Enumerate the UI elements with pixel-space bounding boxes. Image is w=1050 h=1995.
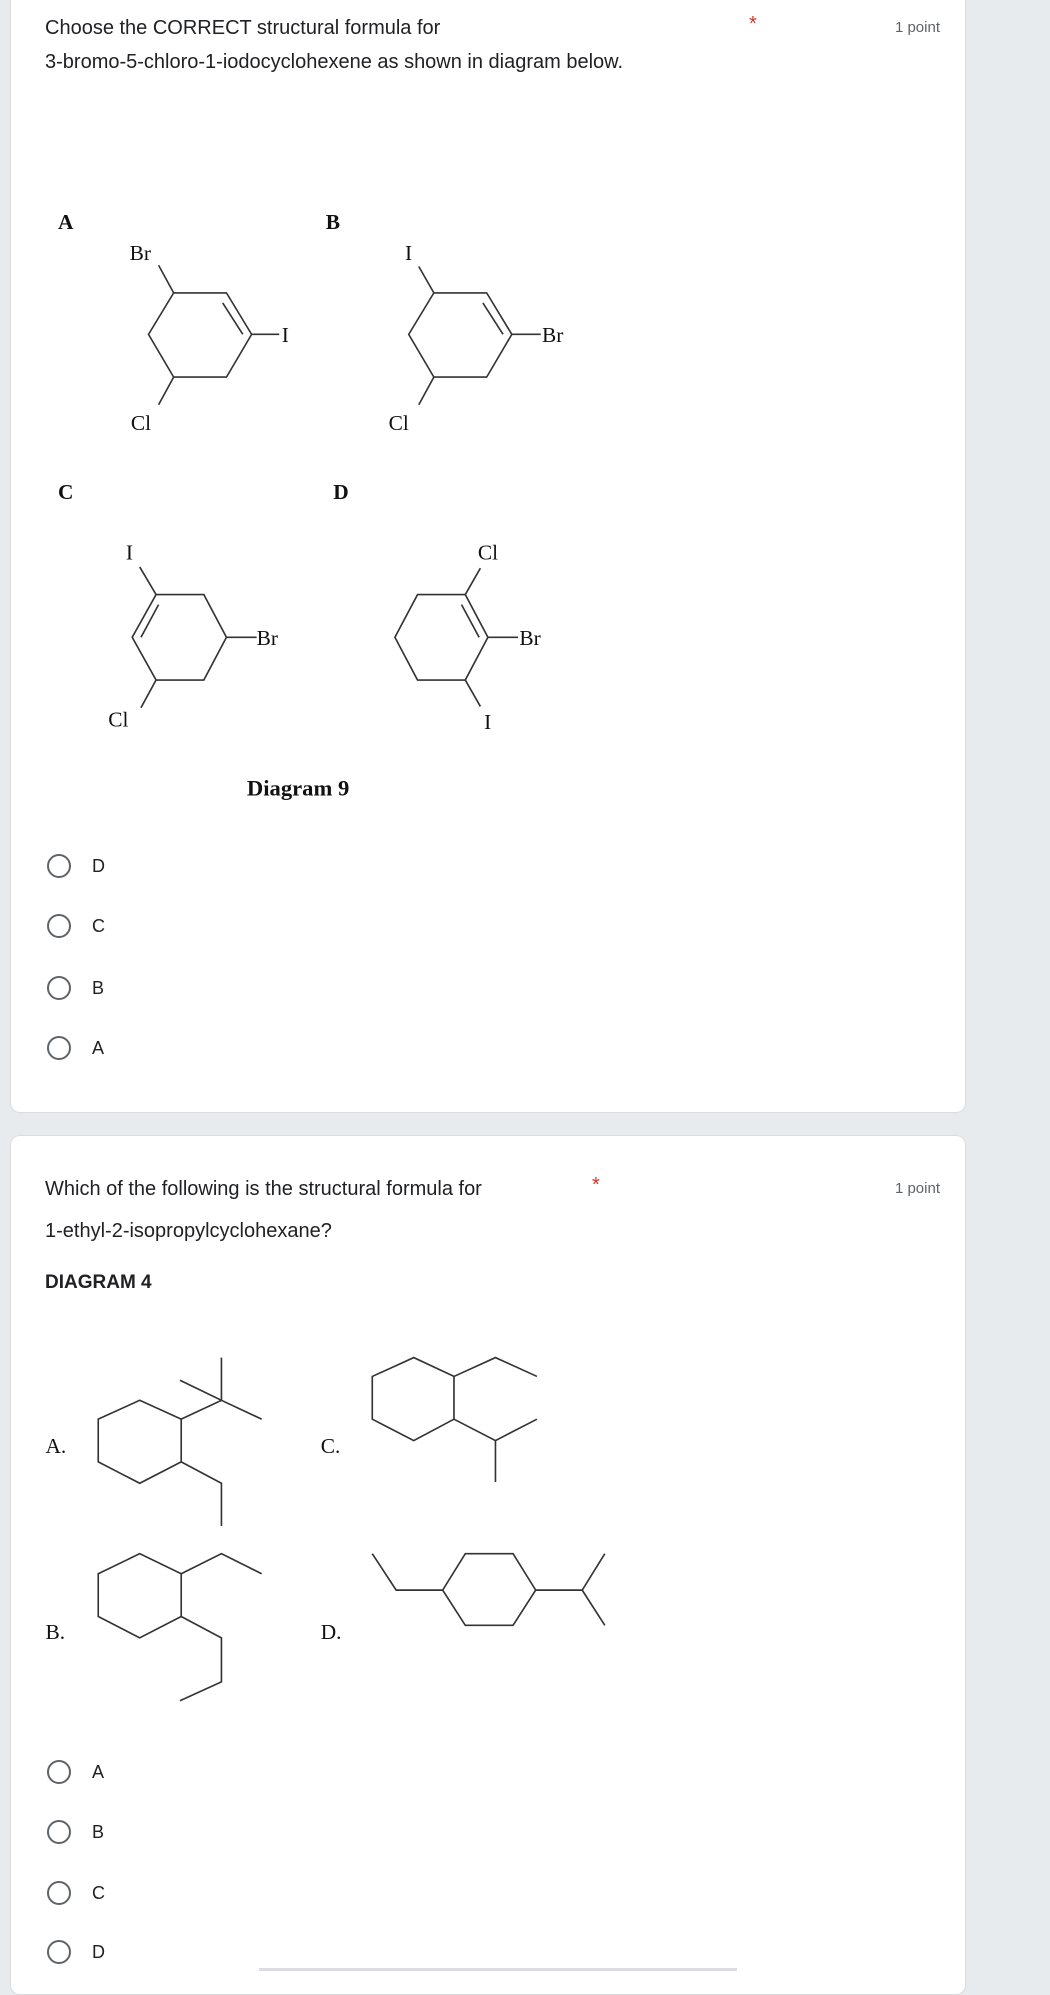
radio-button[interactable] (47, 1036, 71, 1060)
option-label: C (92, 1882, 105, 1903)
substituent: Br (129, 241, 152, 266)
substituent: I (484, 710, 492, 735)
substituent: I (281, 322, 289, 347)
panel-label: D (333, 480, 349, 505)
substituent: Br (519, 625, 541, 650)
substituent: I (404, 241, 413, 266)
option-label: B (92, 977, 105, 998)
panel-label: C (58, 480, 74, 505)
option-label: B (92, 1821, 105, 1842)
option-c[interactable] (40, 1875, 105, 1911)
panel-label: D. (320, 1620, 342, 1645)
question-1-line-2: 3-bromo-5-chloro-1-iodocyclohexene as shown in diagram below. (45, 51, 624, 73)
radio-button[interactable] (47, 914, 71, 938)
panel-label: A. (45, 1434, 67, 1459)
option-d[interactable] (40, 1934, 105, 1970)
option-label: A (92, 1037, 105, 1058)
panel-label: B (325, 209, 341, 234)
option-a[interactable] (40, 1754, 104, 1790)
diagram-caption: Diagram 9 (246, 775, 350, 801)
option-label: D (92, 855, 105, 876)
substituent: I (125, 540, 134, 565)
radio-button[interactable] (47, 1760, 71, 1784)
question-1-points: 1 point (894, 19, 940, 36)
option-c[interactable] (40, 908, 105, 944)
substituent: Cl (130, 410, 152, 435)
radio-button[interactable] (47, 1940, 71, 1964)
option-b[interactable] (40, 1814, 104, 1850)
option-label: A (92, 1761, 105, 1782)
radio-button[interactable] (47, 1820, 71, 1844)
required-asterisk: * (592, 1174, 600, 1196)
diagram-4-label: DIAGRAM 4 (45, 1272, 152, 1293)
option-label: D (92, 1941, 105, 1962)
panel-label: A (58, 209, 74, 234)
required-asterisk: * (749, 13, 757, 35)
radio-button[interactable] (47, 1881, 71, 1905)
substituent: Br (541, 322, 564, 347)
panel-label: B. (45, 1620, 66, 1645)
question-card-1 (10, 0, 966, 1113)
substituent: Cl (108, 707, 129, 732)
option-b[interactable] (40, 970, 104, 1006)
option-a[interactable] (40, 1030, 104, 1066)
question-2-line-1: Which of the following is the structural formula for (45, 1178, 482, 1200)
panel-label: C. (320, 1434, 341, 1459)
question-card-2 (10, 1135, 966, 1995)
question-1-line-1: Choose the CORRECT structural formula for (45, 17, 441, 39)
question-2-points: 1 point (894, 1180, 940, 1197)
option-label: C (92, 915, 105, 936)
radio-button[interactable] (47, 976, 71, 1000)
substituent: Cl (477, 540, 499, 565)
option-d[interactable] (40, 848, 105, 884)
substituent: Cl (388, 410, 409, 435)
radio-button[interactable] (47, 854, 71, 878)
substituent: Br (256, 625, 278, 650)
question-2-line-2: 1-ethyl-2-isopropylcyclohexane? (45, 1220, 332, 1242)
